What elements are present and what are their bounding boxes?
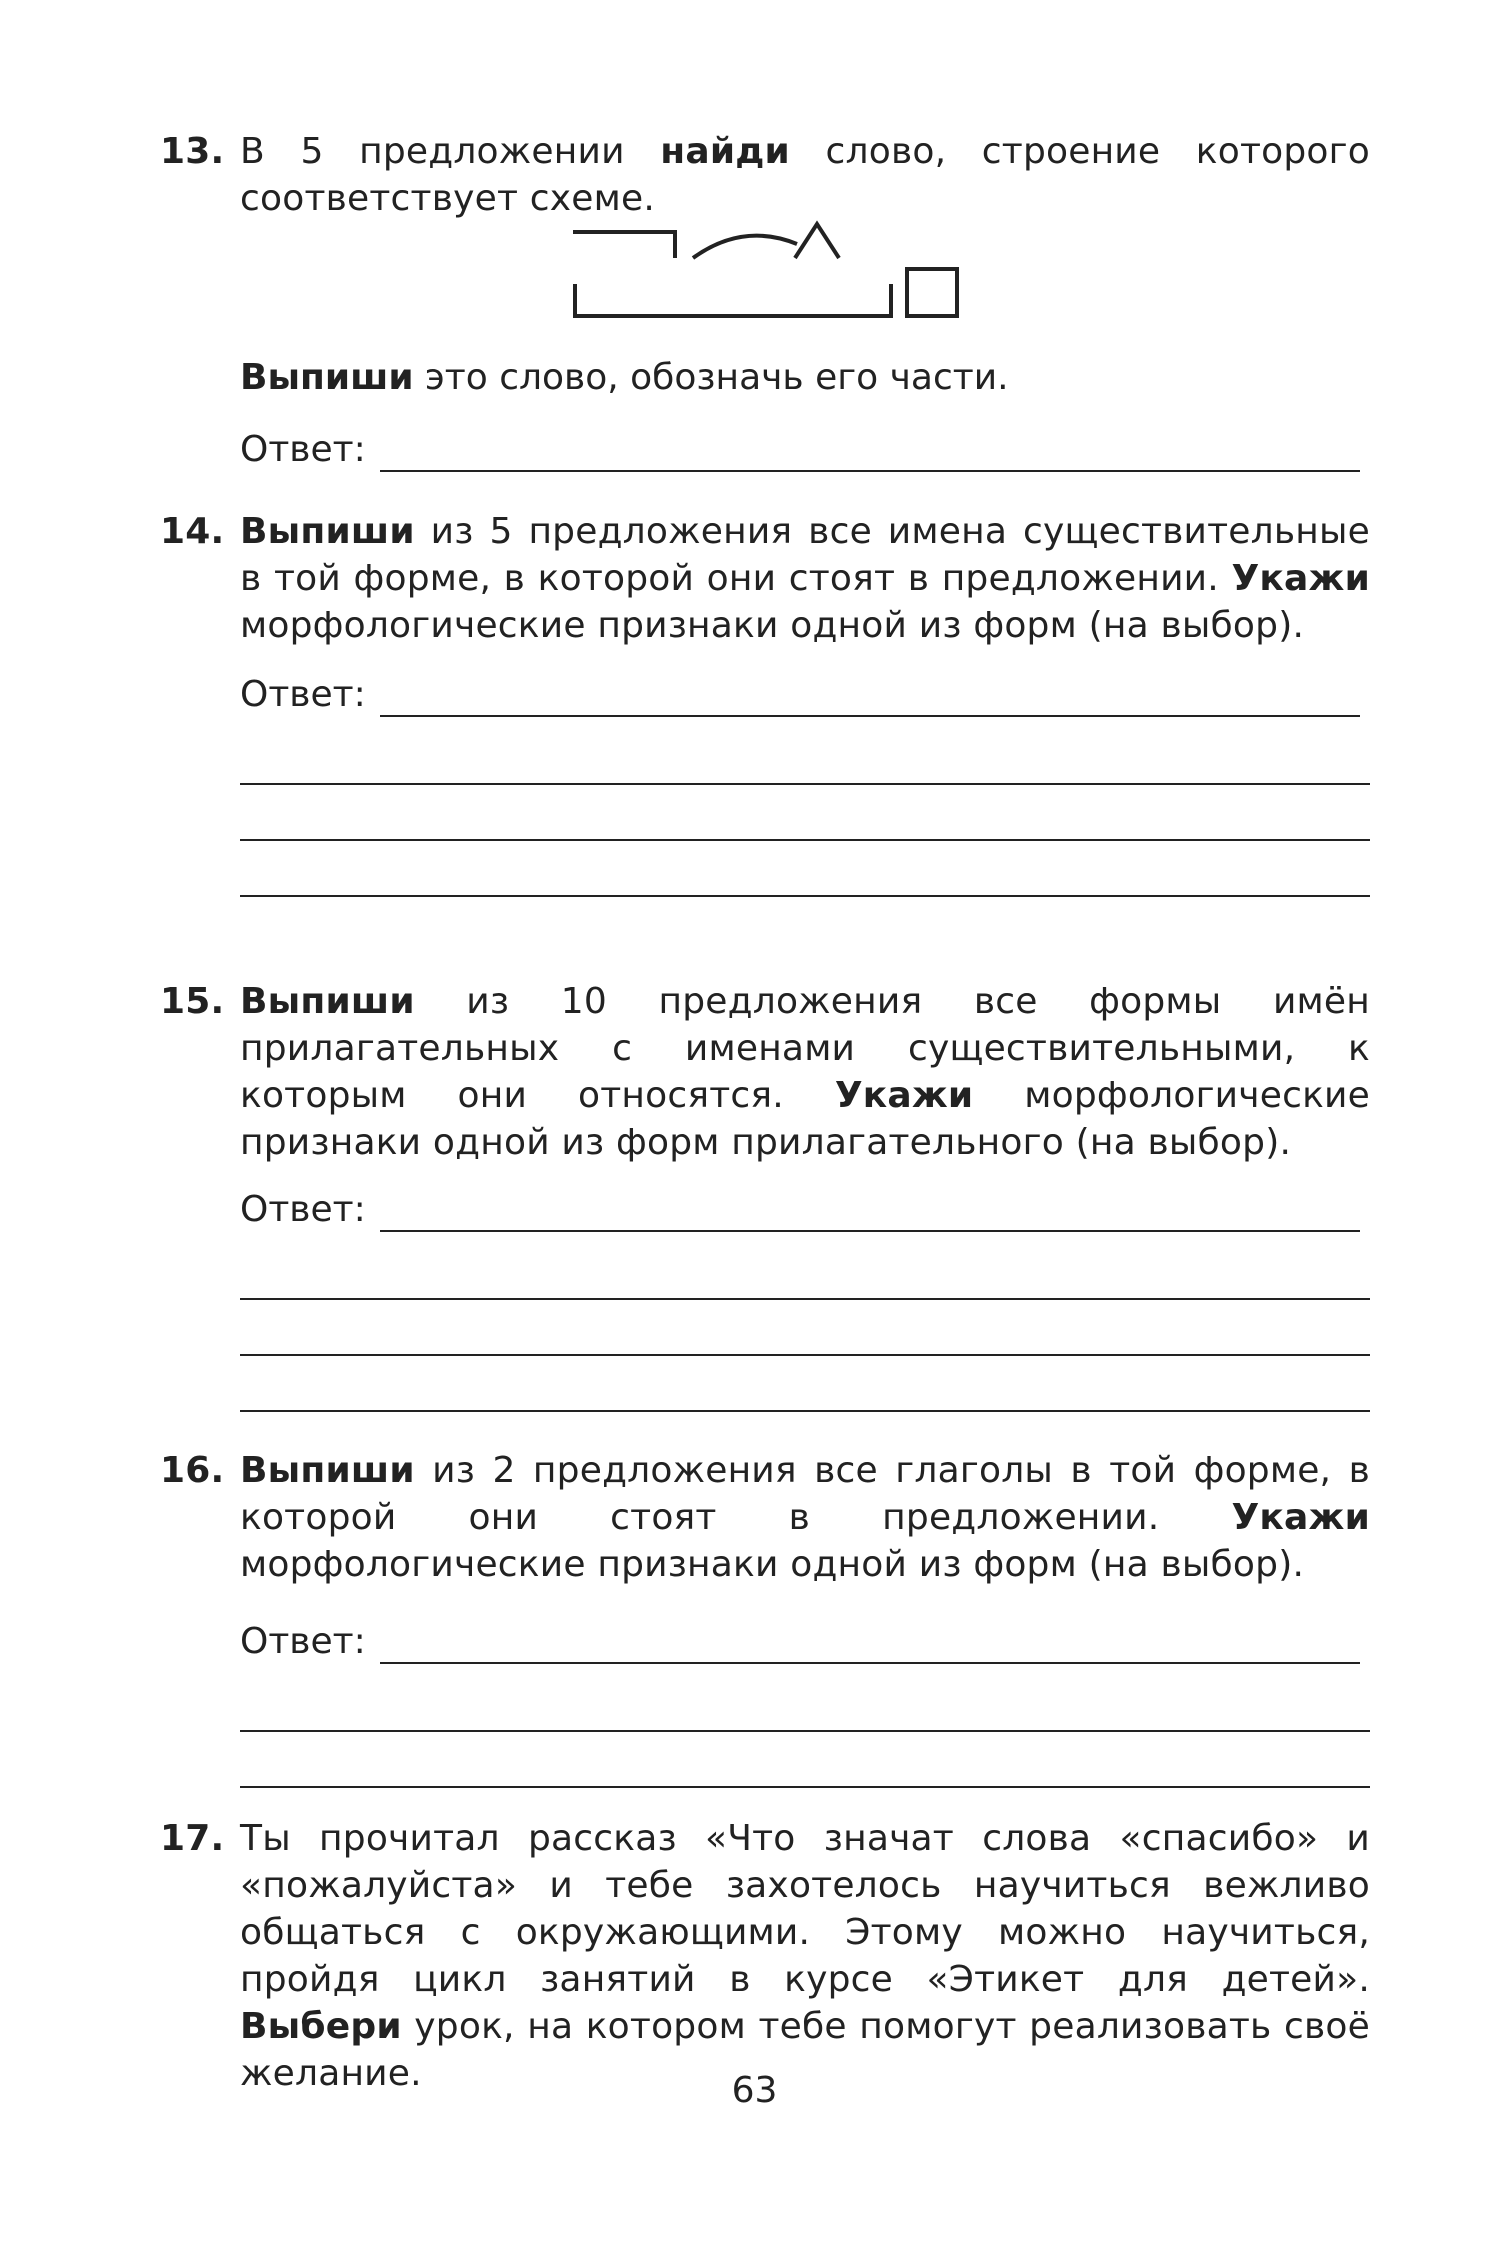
task-16-text: 16. Выпиши из 2 предложения все глаголы в той форме, в которой они стоят в предложении. Укажи морфологические признаки одной из форм (на выбор). bbox=[160, 1447, 1370, 1588]
task-16 bbox=[160, 1447, 1370, 1788]
task-number: 17. bbox=[160, 1818, 225, 1859]
answer-line-extra[interactable] bbox=[240, 1786, 1370, 1788]
answer-line-extra[interactable] bbox=[240, 895, 1370, 897]
word-structure-scheme-diagram bbox=[567, 218, 977, 330]
stem-mark bbox=[575, 284, 891, 316]
task-number: 15. bbox=[160, 981, 225, 1022]
answer-line-extra[interactable] bbox=[240, 1298, 1370, 1300]
answer-line bbox=[380, 1662, 1360, 1664]
task-13-answer-block bbox=[160, 354, 1370, 482]
ending-mark bbox=[907, 269, 957, 316]
answer-field-14[interactable] bbox=[240, 671, 1370, 727]
answer-field-16[interactable] bbox=[240, 1618, 1370, 1674]
answer-line-extra[interactable] bbox=[240, 1730, 1370, 1732]
root-mark bbox=[693, 236, 797, 258]
answer-line bbox=[380, 1230, 1360, 1232]
task-13 bbox=[160, 128, 1370, 222]
task-14 bbox=[160, 508, 1370, 897]
task-number: 14. bbox=[160, 511, 225, 552]
task-13-text: 13. В 5 предложении найди слово, строение которого соответствует схеме. bbox=[160, 128, 1370, 222]
answer-line bbox=[380, 715, 1360, 717]
answer-label: Ответ: bbox=[240, 429, 366, 470]
task-15 bbox=[160, 978, 1370, 1412]
answer-line-extra[interactable] bbox=[240, 1410, 1370, 1412]
answer-label: Ответ: bbox=[240, 1621, 366, 1662]
task-17-text: 17. Ты прочитал рассказ «Что значат слова «спасибо» и «пожалуйста» и тебе захотелось научиться вежливо общаться с окружающими. Этому можно научиться, пройдя цикл занятий в курсе «Этикет для детей». Выбери урок, на котором тебе помогут реализовать своё желание. bbox=[160, 1815, 1370, 2097]
answer-line-extra[interactable] bbox=[240, 1354, 1370, 1356]
task-17 bbox=[160, 1815, 1370, 2097]
answer-field-13[interactable] bbox=[240, 426, 1370, 482]
page-number: 63 bbox=[731, 2070, 778, 2111]
answer-label: Ответ: bbox=[240, 1189, 366, 1230]
answer-field-15[interactable] bbox=[240, 1186, 1370, 1242]
answer-line-extra[interactable] bbox=[240, 839, 1370, 841]
answer-label: Ответ: bbox=[240, 674, 366, 715]
answer-line bbox=[380, 470, 1360, 472]
task-number: 13. bbox=[160, 131, 225, 172]
task-14-text: 14. Выпиши из 5 предложения все имена существительные в той форме, в которой они стоят в предложении. Укажи морфологические признаки одной из форм (на выбор). bbox=[160, 508, 1370, 649]
prefix-mark bbox=[573, 232, 675, 258]
task-13-subtask: Выпиши это слово, обозначь его части. bbox=[240, 357, 1009, 398]
task-number: 16. bbox=[160, 1450, 225, 1491]
task-15-text: 15. Выпиши из 10 предложения все формы имён прилагательных с именами существительными, к которым они относятся. Укажи морфологические признаки одной из форм прилагательного (на выбор). bbox=[160, 978, 1370, 1166]
suffix-mark bbox=[795, 224, 839, 258]
answer-line-extra[interactable] bbox=[240, 783, 1370, 785]
